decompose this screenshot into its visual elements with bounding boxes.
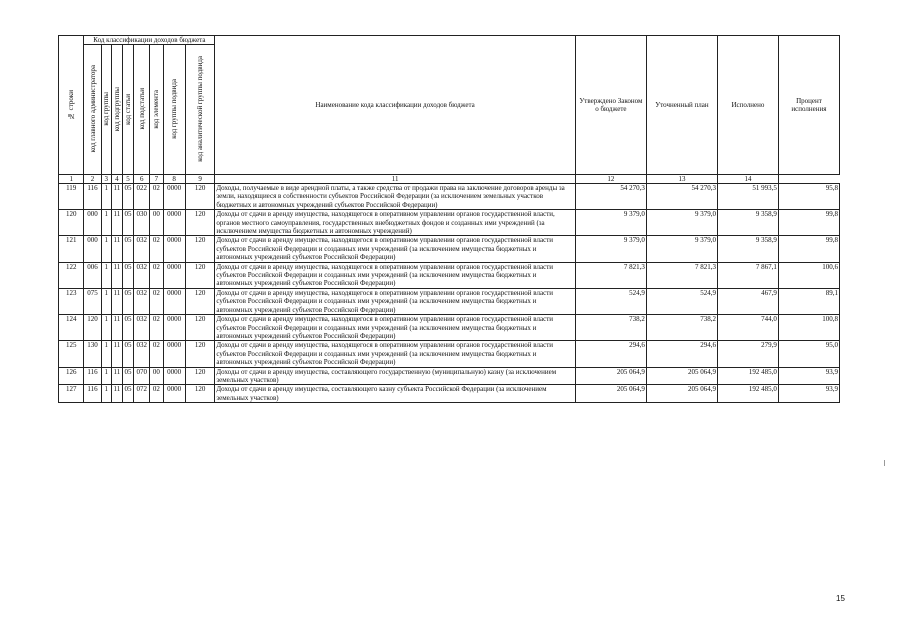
code-cell: 0000 [163, 210, 185, 236]
row-number-cell: 124 [59, 315, 84, 341]
col-number: 6 [134, 175, 150, 184]
code-cell: 0000 [163, 288, 185, 314]
executed-cell: 7 867,1 [718, 262, 779, 288]
code-cell: 02 [150, 262, 163, 288]
percent-cell: 99,8 [778, 236, 839, 262]
code-cell: 1 [101, 385, 111, 403]
col-number: 13 [646, 175, 717, 184]
row-number-cell: 125 [59, 341, 84, 367]
code-cell: 11 [111, 341, 122, 367]
percent-cell: 100,8 [778, 315, 839, 341]
code-cell: 11 [111, 367, 122, 385]
revised-cell: 54 270,3 [646, 184, 717, 210]
page-number: 15 [836, 594, 845, 603]
code-cell: 1 [101, 184, 111, 210]
code-cell: 032 [134, 262, 150, 288]
name-cell: Доходы от сдачи в аренду имущества, находящегося в оперативном управлении органов государственной власти субъектов Российской Федерации и созданных ими учреждений (за исключением имущества бюджетных и автономных учреждений субъектов Российской Федерации) [215, 341, 576, 367]
code-cell: 05 [122, 210, 133, 236]
code-cell: 032 [134, 341, 150, 367]
percent-cell: 95,8 [778, 184, 839, 210]
code-cell: 0000 [163, 341, 185, 367]
header-code-subarticle: код подстатьи [134, 45, 150, 175]
revised-cell: 205 064,9 [646, 367, 717, 385]
name-cell: Доходы, получаемые в виде арендной платы, а также средства от продажи права на заключение договоров аренды за земли, находящиеся в собственности субъектов Российской Федерации (за исключением земельных участков бюджетных и автономных учреждений субъектов Российской Федерации) [215, 184, 576, 210]
executed-cell: 279,9 [718, 341, 779, 367]
row-number-cell: 120 [59, 210, 84, 236]
code-cell: 032 [134, 315, 150, 341]
code-cell: 120 [185, 288, 215, 314]
code-cell: 032 [134, 288, 150, 314]
code-cell: 05 [122, 385, 133, 403]
header-executed: Исполнено [718, 36, 779, 175]
percent-cell: 99,8 [778, 210, 839, 236]
column-number-row [59, 175, 840, 184]
budget-revenue-table [58, 35, 840, 403]
executed-cell: 467,9 [718, 288, 779, 314]
table-row [59, 210, 840, 236]
executed-cell: 192 485,0 [718, 385, 779, 403]
code-cell: 032 [134, 236, 150, 262]
table-row [59, 184, 840, 210]
executed-cell: 51 993,5 [718, 184, 779, 210]
approved-cell: 294,6 [575, 341, 646, 367]
row-number-cell: 119 [59, 184, 84, 210]
revised-cell: 738,2 [646, 315, 717, 341]
code-cell: 05 [122, 367, 133, 385]
revised-cell: 7 821,3 [646, 262, 717, 288]
name-cell: Доходы от сдачи в аренду имущества, составляющего казну субъекта Российской Федерации (за исключением земельных участков) [215, 385, 576, 403]
code-cell: 02 [150, 184, 163, 210]
col-number: 11 [215, 175, 576, 184]
col-number: 9 [185, 175, 215, 184]
code-cell: 1 [101, 288, 111, 314]
code-cell: 0000 [163, 184, 185, 210]
executed-cell: 9 358,9 [718, 210, 779, 236]
name-cell: Доходы от сдачи в аренду имущества, находящегося в оперативном управлении органов государственной власти субъектов Российской Федерации и созданных ими учреждений (за исключением имущества бюджетных и автономных учреждений субъектов Российской Федерации) [215, 262, 576, 288]
name-cell: Доходы от сдачи в аренду имущества, находящегося в оперативном управлении органов государственной власти, органов местного самоуправления, государственных внебюджетных фондов и созданных ими учреждений (за исключением имущества бюджетных и автономных учреждений) [215, 210, 576, 236]
header-percent: Процент исполнения [778, 36, 839, 175]
executed-cell: 192 485,0 [718, 367, 779, 385]
header-code-admin: код главного администратора [84, 45, 101, 175]
percent-cell: 93,9 [778, 367, 839, 385]
code-cell: 02 [150, 341, 163, 367]
code-cell: 120 [185, 341, 215, 367]
header-code-element: код элемента [150, 45, 163, 175]
code-cell: 070 [134, 367, 150, 385]
code-cell: 116 [84, 184, 101, 210]
header-code-group-col: код группы [101, 45, 111, 175]
code-cell: 1 [101, 341, 111, 367]
col-number: 2 [84, 175, 101, 184]
code-cell: 11 [111, 184, 122, 210]
name-cell: Доходы от сдачи в аренду имущества, составляющего государственную (муниципальную) казну (за исключением земельных участков) [215, 367, 576, 385]
code-cell: 05 [122, 262, 133, 288]
code-cell: 11 [111, 315, 122, 341]
header-approved: Утверждено Законом о бюджете [575, 36, 646, 175]
executed-cell: 744,0 [718, 315, 779, 341]
approved-cell: 9 379,0 [575, 236, 646, 262]
code-cell: 11 [111, 385, 122, 403]
header-revised: Уточненный план [646, 36, 717, 175]
code-cell: 11 [111, 262, 122, 288]
table-row [59, 236, 840, 262]
code-cell: 05 [122, 236, 133, 262]
code-cell: 02 [150, 385, 163, 403]
revised-cell: 294,6 [646, 341, 717, 367]
approved-cell: 7 821,3 [575, 262, 646, 288]
table-row [59, 262, 840, 288]
code-cell: 05 [122, 184, 133, 210]
approved-cell: 9 379,0 [575, 210, 646, 236]
header-row-number: № строки [59, 36, 84, 175]
table-row [59, 341, 840, 367]
code-cell: 0000 [163, 262, 185, 288]
row-number-cell: 122 [59, 262, 84, 288]
code-cell: 000 [84, 210, 101, 236]
code-cell: 02 [150, 236, 163, 262]
code-cell: 1 [101, 367, 111, 385]
code-cell: 1 [101, 315, 111, 341]
approved-cell: 524,9 [575, 288, 646, 314]
approved-cell: 54 270,3 [575, 184, 646, 210]
code-cell: 120 [185, 367, 215, 385]
code-cell: 1 [101, 210, 111, 236]
header-code-analytic-group: код аналитической группы подвида [185, 45, 215, 175]
table-row [59, 315, 840, 341]
code-cell: 000 [84, 236, 101, 262]
scan-mark [884, 460, 885, 466]
revised-cell: 9 379,0 [646, 236, 717, 262]
header-name: Наименование кода классификации доходов бюджета [215, 36, 576, 175]
code-cell: 120 [185, 236, 215, 262]
code-cell: 05 [122, 288, 133, 314]
code-cell: 120 [185, 385, 215, 403]
code-cell: 0000 [163, 367, 185, 385]
col-number: 3 [101, 175, 111, 184]
code-cell: 130 [84, 341, 101, 367]
col-number: 1 [59, 175, 84, 184]
header-code-subtype-group: код группы подвида [163, 45, 185, 175]
name-cell: Доходы от сдачи в аренду имущества, находящегося в оперативном управлении органов государственной власти субъектов Российской Федерации и созданных ими учреждений (за исключением имущества бюджетных и автономных учреждений субъектов Российской Федерации) [215, 288, 576, 314]
row-number-cell: 127 [59, 385, 84, 403]
col-number: 12 [575, 175, 646, 184]
code-cell: 120 [185, 315, 215, 341]
row-number-cell: 126 [59, 367, 84, 385]
code-cell: 00 [150, 367, 163, 385]
percent-cell: 100,6 [778, 262, 839, 288]
code-cell: 11 [111, 288, 122, 314]
code-cell: 1 [101, 236, 111, 262]
header-code-article: код статьи [122, 45, 133, 175]
header-code-subgroup: код подгруппы [111, 45, 122, 175]
col-number: 7 [150, 175, 163, 184]
executed-cell: 9 358,9 [718, 236, 779, 262]
revised-cell: 205 064,9 [646, 385, 717, 403]
code-cell: 02 [150, 288, 163, 314]
approved-cell: 205 064,9 [575, 367, 646, 385]
col-number: 14 [718, 175, 779, 184]
table-row [59, 288, 840, 314]
percent-cell: 89,1 [778, 288, 839, 314]
code-cell: 0000 [163, 385, 185, 403]
code-cell: 075 [84, 288, 101, 314]
code-cell: 00 [150, 210, 163, 236]
code-cell: 116 [84, 367, 101, 385]
code-cell: 120 [185, 210, 215, 236]
header-code-group: Код классификации доходов бюджета [84, 36, 215, 45]
row-number-cell: 123 [59, 288, 84, 314]
col-number: 5 [122, 175, 133, 184]
name-cell: Доходы от сдачи в аренду имущества, находящегося в оперативном управлении органов государственной власти субъектов Российской Федерации и созданных ими учреждений (за исключением имущества бюджетных и автономных учреждений субъектов Российской Федерации) [215, 236, 576, 262]
code-cell: 05 [122, 315, 133, 341]
code-cell: 022 [134, 184, 150, 210]
code-cell: 120 [84, 315, 101, 341]
percent-cell: 95,0 [778, 341, 839, 367]
code-cell: 1 [101, 262, 111, 288]
code-cell: 116 [84, 385, 101, 403]
row-number-cell: 121 [59, 236, 84, 262]
approved-cell: 738,2 [575, 315, 646, 341]
percent-cell: 93,9 [778, 385, 839, 403]
table-row [59, 367, 840, 385]
code-cell: 0000 [163, 236, 185, 262]
code-cell: 120 [185, 262, 215, 288]
code-cell: 120 [185, 184, 215, 210]
table-row [59, 385, 840, 403]
revised-cell: 524,9 [646, 288, 717, 314]
code-cell: 0000 [163, 315, 185, 341]
col-number: 8 [163, 175, 185, 184]
code-cell: 030 [134, 210, 150, 236]
name-cell: Доходы от сдачи в аренду имущества, находящегося в оперативном управлении органов государственной власти субъектов Российской Федерации и созданных ими учреждений (за исключением имущества бюджетных и автономных учреждений субъектов Российской Федерации) [215, 315, 576, 341]
code-cell: 006 [84, 262, 101, 288]
code-cell: 11 [111, 210, 122, 236]
col-number: 4 [111, 175, 122, 184]
code-cell: 11 [111, 236, 122, 262]
approved-cell: 205 064,9 [575, 385, 646, 403]
code-cell: 072 [134, 385, 150, 403]
revised-cell: 9 379,0 [646, 210, 717, 236]
code-cell: 02 [150, 315, 163, 341]
code-cell: 05 [122, 341, 133, 367]
